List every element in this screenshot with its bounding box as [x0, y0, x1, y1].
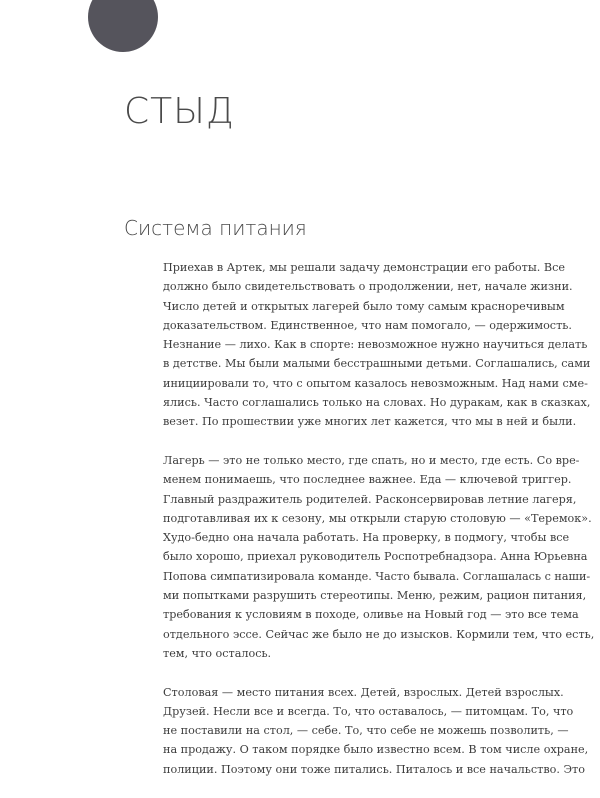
text-line: Столовая — место питания всех. Детей, взрослых. Детей взрослых.: [163, 685, 564, 699]
text-line: ялись. Часто соглашались только на словах. Но дуракам, как в сказках,: [163, 396, 591, 410]
paragraph-1: [163, 258, 591, 432]
text-line: отдельного эссе. Сейчас же было не до изысков. Кормили тем, что есть,: [163, 627, 595, 641]
section-title: Система питания: [124, 216, 307, 240]
text-line: подготавливая их к сезону, мы открыли старую столовую — «Теремок».: [163, 511, 592, 525]
text-line: менем понимаешь, что последнее важнее. Еда — ключевой триггер.: [163, 473, 572, 487]
paragraph-3: [163, 683, 589, 779]
text-line: должно было свидетельствовать о продолжении, нет, начале жизни.: [163, 280, 573, 294]
text-line: Незнание — лихо. Как в спорте: невозможное нужно научиться делать: [163, 338, 588, 352]
paragraph-2: [163, 451, 595, 663]
text-line: полиции. Поэтому они тоже питались. Питалось и все начальство. Это: [163, 762, 585, 776]
text-line: тем, что осталось.: [163, 646, 272, 660]
text-line: доказательством. Единственное, что нам помогало, — одержимость.: [163, 318, 572, 332]
text-line: Худо-бедно она начала работать. На проверку, в подмогу, чтобы все: [163, 531, 570, 545]
text-line: инициировали то, что с опытом казалось невозможным. Над нами сме-: [163, 376, 588, 390]
text-line: требования к условиям в походе, оливье на Новый год — это все тема: [163, 608, 579, 622]
decorative-circle: [88, 0, 158, 52]
text-line: Главный раздражитель родителей. Расконсервировав летние лагеря,: [163, 492, 577, 506]
text-line: Число детей и открытых лагерей было тому самым красноречивым: [163, 299, 565, 313]
text-line: было хорошо, приехал руководитель Роспотребнадзора. Анна Юрьевна: [163, 550, 588, 564]
body-text: [163, 258, 595, 798]
text-line: на продажу. О таком порядке было известно всем. В том числе охране,: [163, 743, 589, 757]
text-line: не поставили на стол, — себе. То, что себе не можешь позволить, —: [163, 724, 569, 738]
text-line: в детстве. Мы были малыми бесстрашными детьми. Соглашались, сами: [163, 357, 591, 371]
text-line: Друзей. Несли все и всегда. То, что оставалось, — питомцам. То, что: [163, 704, 574, 718]
text-line: везет. По прошествии уже многих лет кажется, что мы в ней и были.: [163, 415, 577, 429]
text-line: ми попытками разрушить стереотипы. Меню, режим, рацион питания,: [163, 589, 587, 603]
text-line: Попова симпатизировала команде. Часто бывала. Соглашалась с наши-: [163, 569, 591, 583]
text-line: Лагерь — это не только место, где спать, но и место, где есть. Со вре-: [163, 453, 580, 467]
chapter-title: СТЫД: [124, 91, 235, 132]
text-line: Приехав в Артек, мы решали задачу демонстрации его работы. Все: [163, 261, 565, 274]
